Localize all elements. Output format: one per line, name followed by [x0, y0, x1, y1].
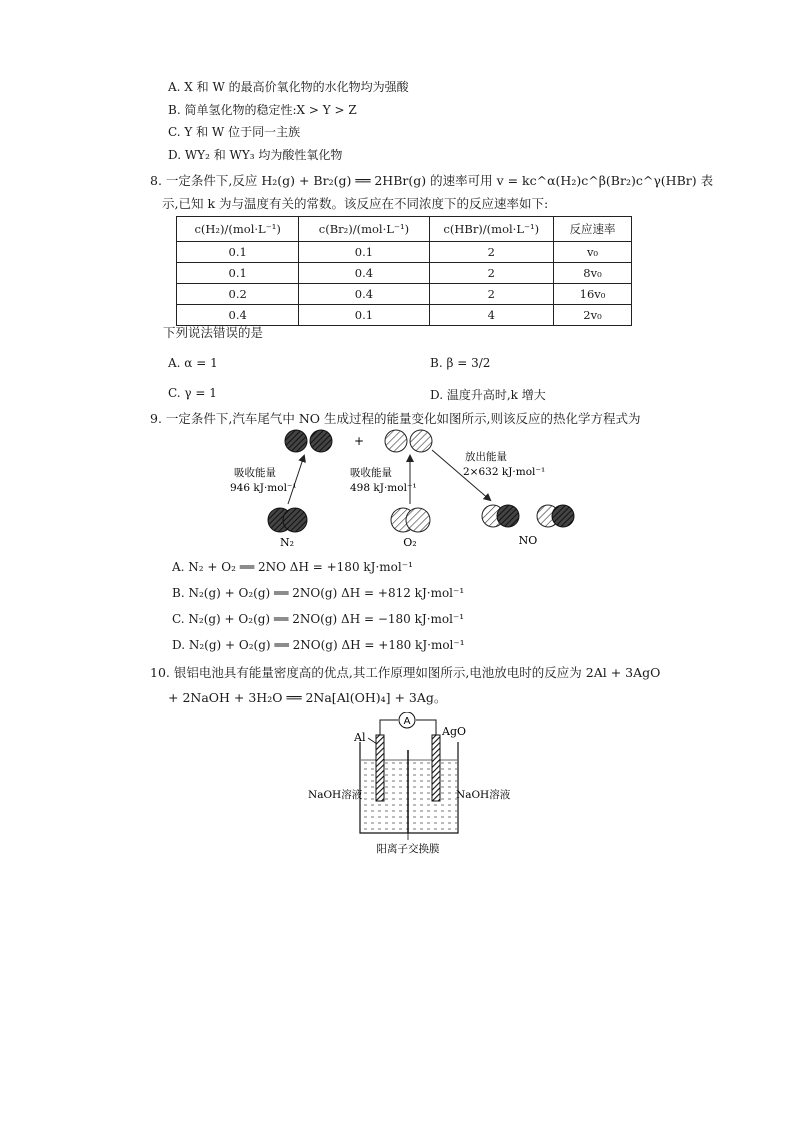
release-value: 2×632 kJ·mol⁻¹ — [463, 466, 546, 478]
right-solution-label: NaOH溶液 — [456, 789, 511, 801]
n-atom-icon — [310, 430, 332, 452]
o-atom-icon — [385, 430, 407, 452]
ago-label: AgO — [442, 725, 467, 738]
no-n-atom-icon — [552, 505, 574, 527]
header-rate: 反应速率 — [554, 217, 632, 242]
header-c-br2: c(Br₂)/(mol·L⁻¹) — [299, 217, 429, 242]
q10-stem-line1: 10. 银铝电池具有能量密度高的优点,其工作原理如图所示,电池放电时的反应为 2Al + 3AgO — [150, 665, 661, 680]
membrane-label: 阳离子交换膜 — [376, 843, 440, 855]
cell: 0.4 — [177, 305, 299, 326]
table-row — [177, 242, 632, 263]
q8-stem-line1: 8. 一定条件下,反应 H₂(g) + Br₂(g) ══ 2HBr(g) 的速率可用 v = kc^α(H₂)c^β(Br₂)c^γ(HBr) 表 — [150, 173, 714, 188]
q10-stem-line2: + 2NaOH + 3H₂O ══ 2Na[Al(OH)₄] + 3Ag。 — [168, 690, 447, 705]
header-c-hbr: c(HBr)/(mol·L⁻¹) — [429, 217, 553, 242]
cell: v₀ — [554, 242, 632, 263]
al-electrode — [376, 735, 384, 801]
electrolyte — [361, 760, 457, 832]
q8-option-a: A. α = 1 — [168, 356, 218, 370]
cell: 0.1 — [177, 263, 299, 284]
table-row — [177, 263, 632, 284]
cell: 0.1 — [177, 242, 299, 263]
q8-stem-line2: 示,已知 k 为与温度有关的常数。该反应在不同浓度下的反应速率如下: — [162, 196, 549, 211]
rate-table — [176, 216, 632, 326]
no-label: NO — [518, 534, 538, 547]
q9-option-b: B. N₂(g) + O₂(g) ══ 2NO(g) ΔH = +812 kJ·mol⁻¹ — [172, 586, 465, 600]
cell: 16v₀ — [554, 284, 632, 305]
n2-label: N₂ — [279, 536, 295, 549]
table-row — [177, 284, 632, 305]
cell: 2 — [429, 242, 553, 263]
o2-molecule-icon — [406, 508, 430, 532]
cell: 0.1 — [299, 305, 429, 326]
cell: 0.1 — [299, 242, 429, 263]
n-atom-icon — [285, 430, 307, 452]
plus-sign: + — [353, 434, 365, 448]
absorb-value-1: 946 kJ·mol⁻¹ — [230, 482, 297, 494]
table-header-row — [177, 217, 632, 242]
q7-option-d: D. WY₂ 和 WY₃ 均为酸性氧化物 — [168, 148, 343, 162]
absorb-value-2: 498 kJ·mol⁻¹ — [350, 482, 417, 494]
battery-diagram — [300, 712, 530, 857]
q7-option-a: A. X 和 W 的最高价氧化物的水化物均为强酸 — [168, 80, 409, 94]
ago-electrode — [432, 735, 440, 801]
absorb-label-2: 吸收能量 — [350, 467, 392, 479]
q9-option-a: A. N₂ + O₂ ══ 2NO ΔH = +180 kJ·mol⁻¹ — [172, 560, 413, 574]
q7-option-c: C. Y 和 W 位于同一主族 — [168, 125, 301, 139]
o2-label: O₂ — [403, 536, 417, 549]
q9-stem: 9. 一定条件下,汽车尾气中 NO 生成过程的能量变化如图所示,则该反应的热化学方程式为 — [150, 411, 641, 426]
q8-option-b: B. β = 3/2 — [430, 356, 491, 370]
q8-option-d: D. 温度升高时,k 增大 — [430, 388, 546, 402]
left-solution-label: NaOH溶液 — [308, 789, 363, 801]
cell: 0.4 — [299, 263, 429, 284]
cell: 2 — [429, 284, 553, 305]
al-label: Al — [354, 731, 366, 744]
q8-option-c: C. γ = 1 — [168, 386, 217, 400]
cell: 2v₀ — [554, 305, 632, 326]
cell: 8v₀ — [554, 263, 632, 284]
cell: 2 — [429, 263, 553, 284]
energy-diagram — [220, 420, 600, 555]
absorb-label-1: 吸收能量 — [234, 467, 276, 479]
no-n-atom-icon — [497, 505, 519, 527]
release-label: 放出能量 — [465, 451, 507, 463]
cell: 0.4 — [299, 284, 429, 305]
ammeter-label: A — [403, 716, 411, 727]
q7-option-b: B. 简单氢化物的稳定性:X > Y > Z — [168, 103, 357, 117]
arrow-icon — [288, 456, 304, 504]
q9-option-d: D. N₂(g) + O₂(g) ══ 2NO(g) ΔH = +180 kJ·mol⁻¹ — [172, 638, 465, 652]
cell: 0.2 — [177, 284, 299, 305]
q9-option-c: C. N₂(g) + O₂(g) ══ 2NO(g) ΔH = −180 kJ·mol⁻¹ — [172, 612, 465, 626]
cell: 4 — [429, 305, 553, 326]
o-atom-icon — [410, 430, 432, 452]
n2-molecule-icon — [283, 508, 307, 532]
q8-prompt: 下列说法错误的是 — [163, 325, 264, 340]
header-c-h2: c(H₂)/(mol·L⁻¹) — [177, 217, 299, 242]
